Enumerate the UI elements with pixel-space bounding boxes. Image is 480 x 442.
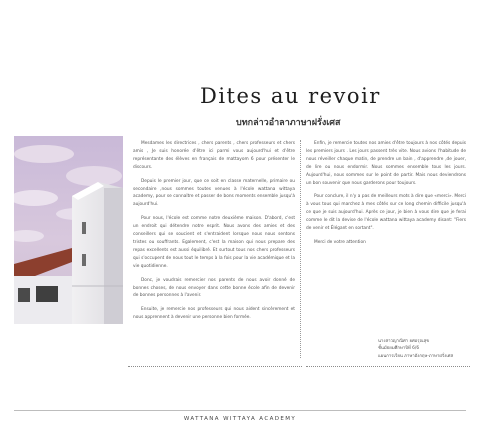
paragraph: Donc, je voudrais remercier nos parents de nous avoir donné de bonnes choses, de nous envoyer dans cette bonne école afin de devenir de bonnes personnes à l'avenir. (133, 277, 295, 299)
left-text-column (133, 140, 295, 328)
bottom-divider-left (128, 366, 302, 367)
footer-text: WATTANA WITTAYA ACADEMY (178, 416, 302, 422)
column-divider (300, 140, 301, 358)
paragraph: Depuis le premier jour, que ce soit en classe maternelle, primaire ou secondaire ,nous sommes toutes venues à l'école wattana wittaya academy, pour se connaître et passer de bons moments ensemble jusqu'à aujourd'hui. (133, 178, 295, 208)
paragraph: Pour nous, l'école est comme notre deuxième maison. D'abord, c'est un endroit qui détendre notre esprit. Nous avons des amies et des conseillers qui se soucient et s'entraident lorsque nous nous sentons tristes ou souffrants. Egalement, c'est la maison qui nous prepare des repas excellents est aussi équilibré. Et surtout tous nos chers professeurs qui s'occupent de nous tout le temps à la fois pour la vie académique et la vie quotidienne. (133, 216, 295, 269)
paragraph: Merci de votre attention (314, 239, 366, 245)
paragraph: Enfin, je remercie toutes nos amies d'être toujours à nos côtés depuis les premiers jours . Les jours passent très vite. Nous avions l'habitude de nous réveiller chaque matin, de prendre un bain , d'apprendre ,de jouer, de lire ou nous endormir. Nous sommes ensemble tous les jours. Aujourd'hui, nous sommes sur le point de partir. Mais nous deviendrons un bon souvenir que nous garderons pour toujours. (306, 141, 466, 186)
bottom-divider-right (306, 366, 470, 367)
paragraph: Mesdames les directrices , chers parents , chers professeurs et chers amis , Je suis honorée d'être ici parmi vous aujourd'hui et d'être représentante des élèves en français de mattayom 6 pour présenter le discours. (133, 141, 295, 170)
footer (0, 405, 480, 424)
signature-block (378, 338, 466, 360)
page-title: Dites au revoir (200, 84, 381, 108)
signature-class: ชั้นมัธยมศึกษาปีที่ 6/6 (378, 346, 420, 352)
page-subtitle: บทกล่าวอำลาภาษาฝรั่งเศส (236, 118, 341, 128)
paragraph: Pour conclure, il n'y a pas de meilleurs mots à dire que «merci». Merci à vous tous qui marchez à mes côtés sur ce long chemin difficile jusqu'à ce que je suis aujourd'hui. Après ce jour, je bien à vous dire que je ferai comme le dit la devise de l'école wattana wittaya academy disant: "Fiers de venir et Élégant en sortant". (306, 194, 466, 232)
right-text-column (306, 140, 466, 253)
school-building-photo (14, 136, 123, 324)
signature-name: นางสาวญาณิศา ยศอรุณสุข (378, 339, 430, 344)
signature-program: แผนการเรียน ภาษาอังกฤษ-ภาษาฝรั่งเศส (378, 353, 454, 359)
paragraph: Ensuite, je remercie nos professeurs qui nous aident sincèrement et nous apprennent à devenir une personne bien formée. (133, 307, 295, 321)
